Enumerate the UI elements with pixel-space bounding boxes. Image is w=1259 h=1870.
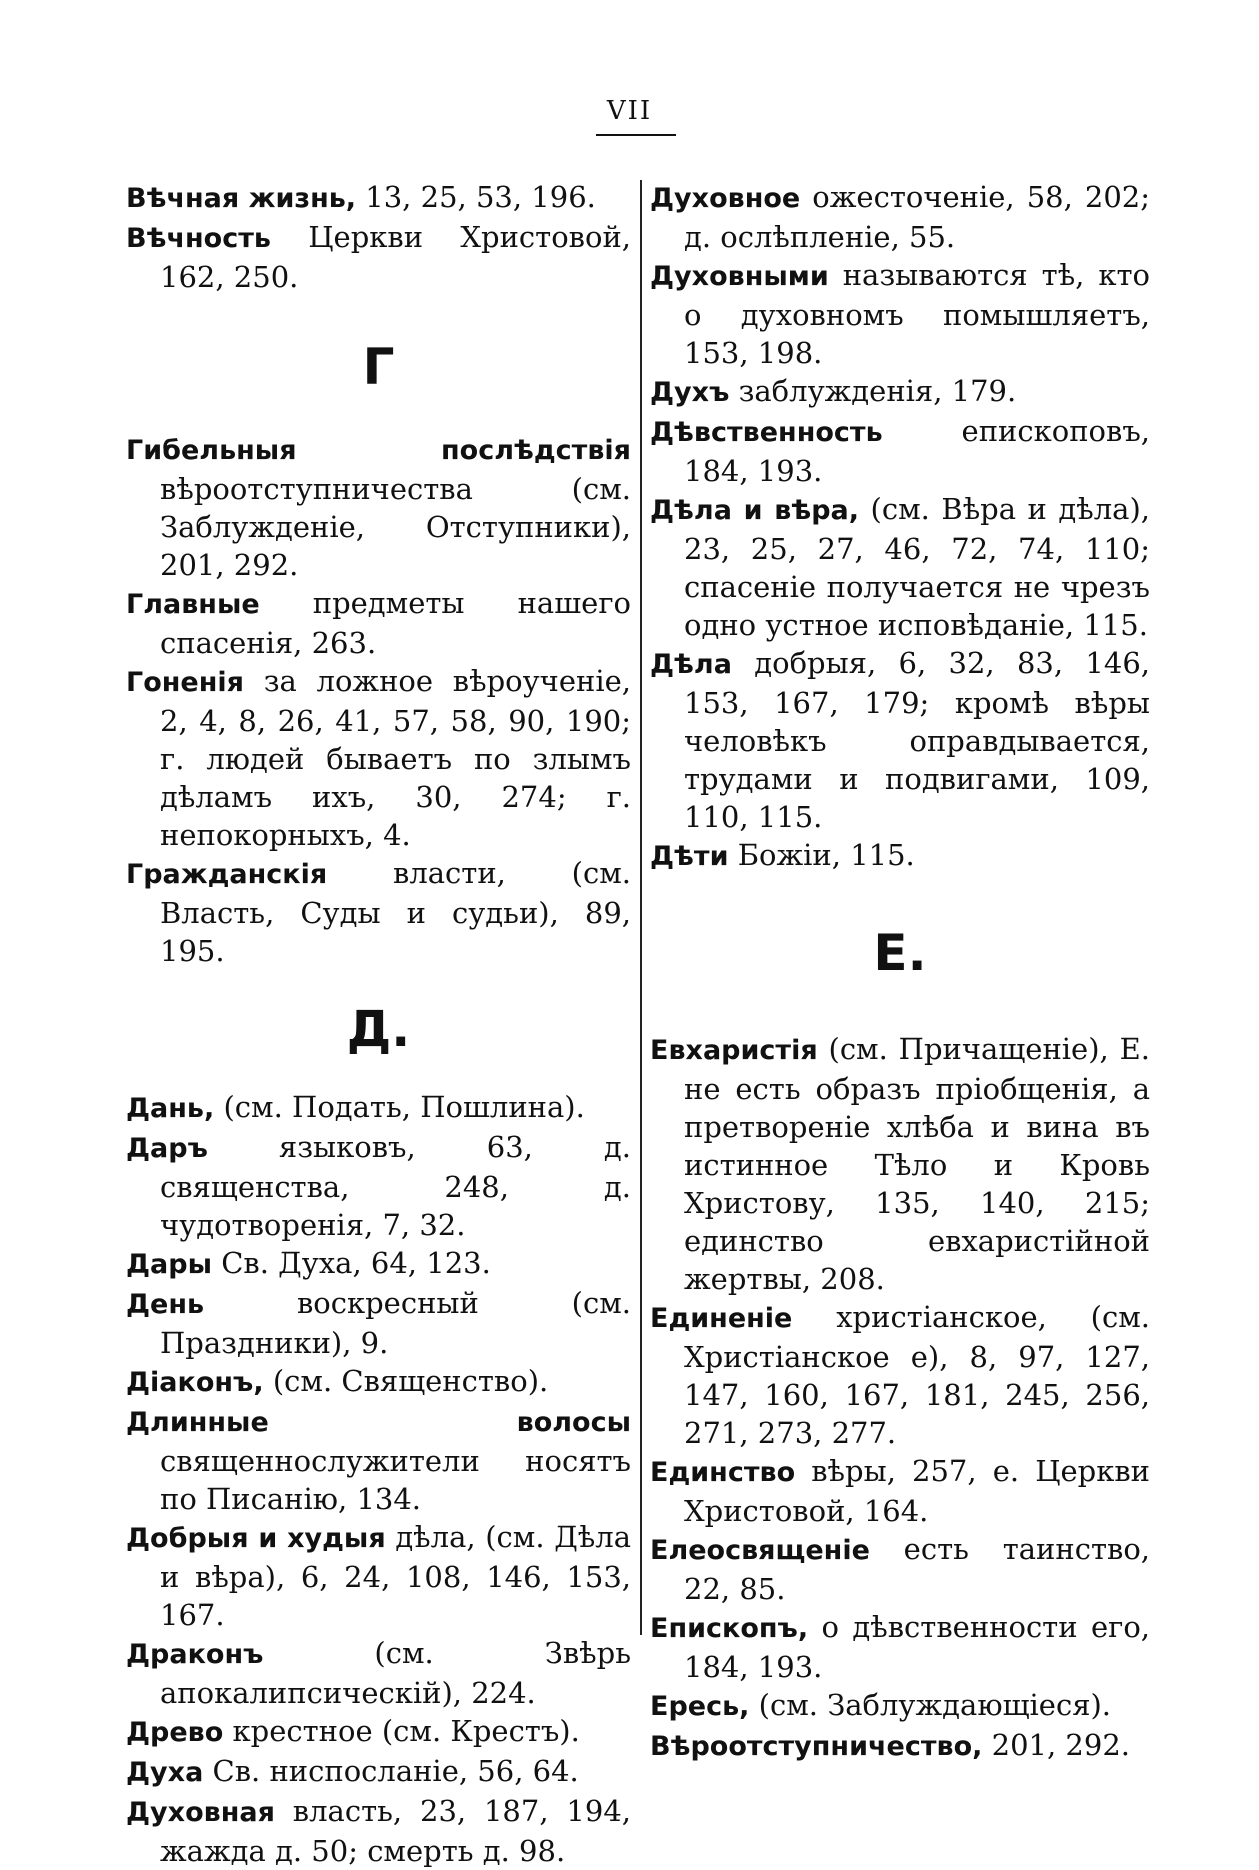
column-divider [640, 180, 642, 1635]
section-letter-e: Е. [873, 924, 927, 982]
index-entry: Вѣчность Церкви Христовой, 162, 250. [126, 220, 631, 294]
index-entry: Древо крестное (см. Крестъ). [126, 1714, 580, 1748]
page-number-rule [596, 134, 676, 136]
index-entry: Духовная власть, 23, 187, 194, жажда д. 50; смерть д. 98. [126, 1794, 631, 1868]
index-entry: Дары Св. Духа, 64, 123. [126, 1246, 491, 1280]
index-entry: Духовное ожесточеніе, 58, 202; д. ослѣпленіе, 55. [650, 180, 1150, 254]
index-entry: Вѣроотступничество, 201, 292. [650, 1728, 1130, 1762]
index-entry: Дѣти Божіи, 115. [650, 838, 915, 872]
index-entry: Гражданскія власти, (см. Власть, Суды и судьи), 89, 195. [126, 856, 631, 968]
right-column [650, 178, 1150, 1766]
index-entry: Дань, (см. Подать, Пошлина). [126, 1090, 585, 1124]
index-entry: Даръ языковъ, 63, д. священства, 248, д. чудотворенія, 7, 32. [126, 1130, 631, 1242]
index-entry: Драконъ (см. Звѣрь апокалипсическій), 224. [126, 1636, 631, 1710]
index-entry: Духъ заблужденія, 179. [650, 374, 1017, 408]
index-entry: Добрыя и худыя дѣла, (см. Дѣла и вѣра), 6, 24, 108, 146, 153, 167. [126, 1520, 631, 1632]
index-entry: Евхаристія (см. Причащеніе), Е. не есть образъ пріобщенія, а претвореніе хлѣба и вина въ истинное Тѣло и Кровь Христову, 135, 140, 215; единство евхаристійной жертвы, 208. [650, 1032, 1150, 1296]
section-letter-d: Д. [346, 1000, 411, 1058]
index-entry: Главные предметы нашего спасенія, 263. [126, 586, 631, 660]
index-entry: Ересь, (см. Заблуждающіеся). [650, 1688, 1112, 1722]
entries-v [126, 178, 631, 296]
entries-d-continued [650, 178, 1150, 876]
index-entry: Духовными называются тѣ, кто о духовномъ помышляетъ, 153, 198. [650, 258, 1150, 370]
entries-g [126, 430, 631, 970]
index-entry: Единство вѣры, 257, е. Церкви Христовой, 164. [650, 1454, 1150, 1528]
index-entry: Дѣла и вѣра, (см. Вѣра и дѣла), 23, 25, 27, 46, 72, 74, 110; спасеніе получается не чрезъ одно устное исповѣданіе, 115. [650, 492, 1150, 642]
index-entry: Единеніе христіанское, (см. Христіанское е), 8, 97, 127, 147, 160, 167, 181, 245, 256, 271, 273, 277. [650, 1300, 1150, 1450]
index-entry: Духа Св. ниспосланіе, 56, 64. [126, 1754, 579, 1788]
page-number: VII [606, 96, 653, 126]
index-entry: Длинные волосы священнослужители носятъ по Писанію, 134. [126, 1407, 631, 1516]
index-entry: Вѣчная жизнь, 13, 25, 53, 196. [126, 180, 596, 214]
entries-d [126, 1088, 631, 1870]
index-entry: Гоненія за ложное вѣроученіе, 2, 4, 8, 26, 41, 57, 58, 90, 190; г. людей бываетъ по злымъ дѣламъ ихъ, 30, 274; г. непокорныхъ, 4. [126, 664, 631, 852]
index-entry: Дѣвственность епископовъ, 184, 193. [650, 414, 1150, 488]
left-column [126, 178, 631, 1870]
section-letter-g: Г [362, 338, 395, 396]
index-entry: Епископъ, о дѣвственности его, 184, 193. [650, 1610, 1150, 1684]
index-entry: Дѣла добрыя, 6, 32, 83, 146, 153, 167, 179; кромѣ вѣры человѣкъ оправдывается, трудами и подвигами, 109, 110, 115. [650, 646, 1150, 834]
index-entry: День воскресный (см. Праздники), 9. [126, 1286, 631, 1360]
entries-e [650, 1030, 1150, 1766]
index-entry: Діаконъ, (см. Священство). [126, 1364, 549, 1398]
index-entry: Елеосвященіе есть таинство, 22, 85. [650, 1532, 1150, 1606]
index-entry: Гибельныя послѣдствія вѣроотступничества (см. Заблужденіе, Отступники), 201, 292. [126, 435, 631, 582]
